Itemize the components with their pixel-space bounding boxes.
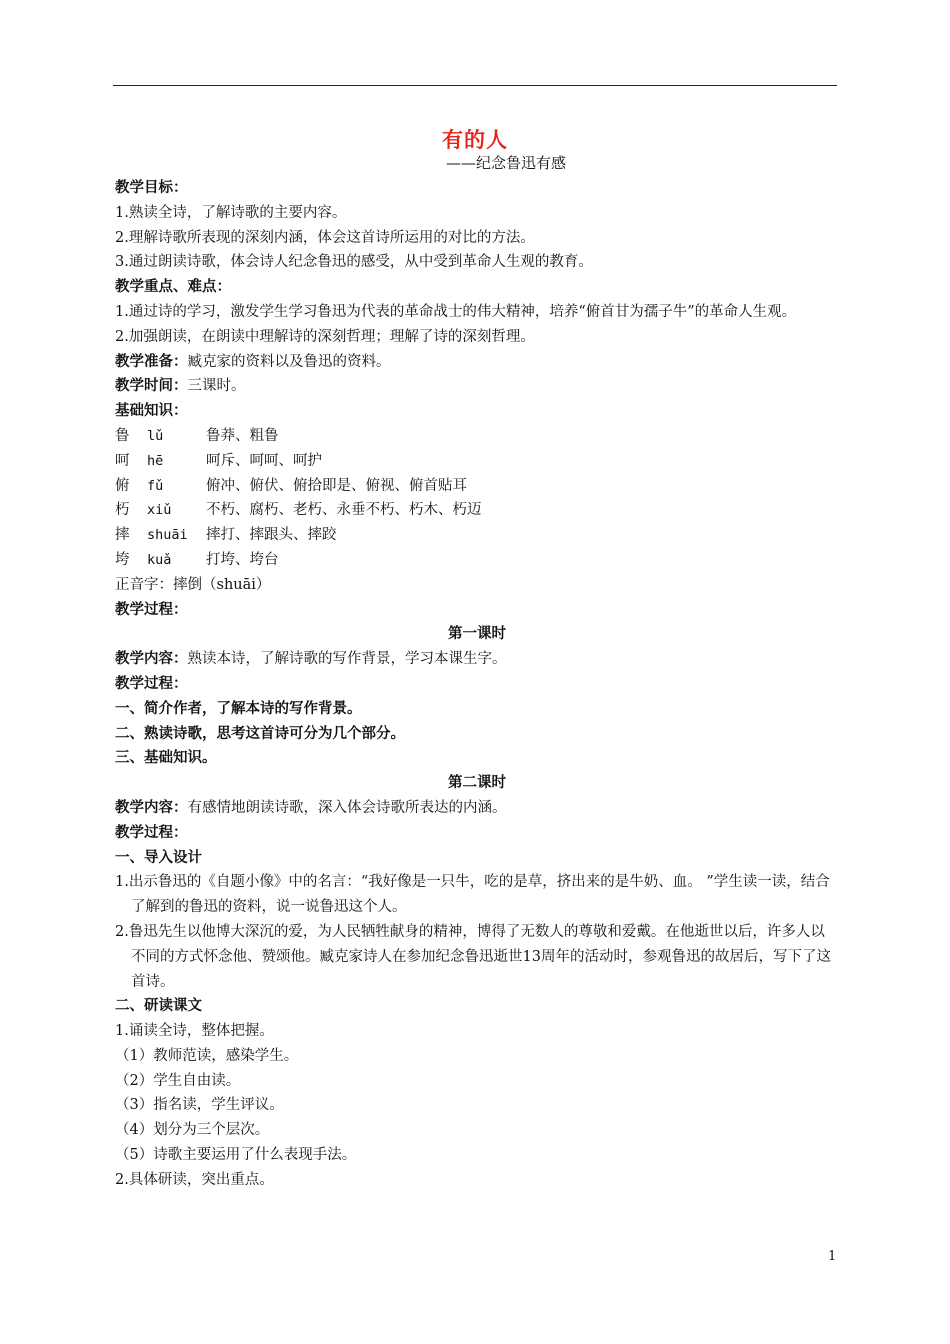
- basics-heading: 基础知识：: [115, 402, 188, 420]
- keypoint-item: 1.通过诗的学习，激发学生学习鲁迅为代表的革命战士的伟大精神，培养“俯首甘为孺子牛”的革命人生观。: [115, 303, 797, 320]
- vocab-row: [115, 548, 839, 573]
- vocab-char: 朽: [115, 502, 130, 519]
- lesson1-step: 三、基础知识。: [115, 749, 217, 767]
- vocab-pinyin: lǔ: [147, 427, 164, 444]
- vocab-words: 呵斥、呵呵、呵护: [206, 452, 322, 469]
- prep-label: 教学准备：: [115, 352, 188, 370]
- keypoints-heading: 教学重点、难点：: [115, 278, 231, 296]
- vocab-pinyin: xiǔ: [147, 502, 172, 519]
- goal-item: 1.熟读全诗，了解诗歌的主要内容。: [115, 204, 347, 221]
- lesson2-content: [115, 796, 839, 821]
- vocab-words: 不朽、腐朽、老朽、永垂不朽、朽木、朽迈: [206, 502, 482, 519]
- vocab-row: [115, 424, 839, 449]
- vocab-pinyin: hē: [147, 452, 164, 469]
- goals-heading: 教学目标：: [115, 179, 188, 196]
- section2-subitem: （4）划分为三个层次。: [115, 1122, 270, 1139]
- lesson1-step: 一、简介作者，了解本诗的写作背景。: [115, 699, 362, 717]
- section2-subitem: （3）指名读，学生评议。: [115, 1097, 284, 1114]
- lesson1-step: 二、熟读诗歌，思考这首诗可分为几个部分。: [115, 724, 405, 742]
- section2-heading: 二、研读课文: [115, 997, 202, 1015]
- lesson1-process-heading: 教学过程：: [115, 674, 188, 692]
- vocab-char: 垮: [115, 551, 130, 568]
- keypoint-item: 2.加强朗读，在朗读中理解诗的深刻哲理；理解了诗的深刻哲理。: [115, 328, 535, 345]
- section2-subitem: （5）诗歌主要运用了什么表现手法。: [115, 1147, 357, 1164]
- section1-item: 1.出示鲁迅的《自题小像》中的名言：“我好像是一只牛，吃的是草，挤出来的是牛奶、血。 ”学生读一读，结合了解到的鲁迅的资料，说一说鲁迅这个人。: [115, 874, 830, 916]
- section2-item: 2.具体研读，突出重点。: [115, 1171, 274, 1188]
- page-number: 1: [828, 1249, 837, 1264]
- prep-text: 臧克家的资料以及鲁迅的资料。: [187, 353, 391, 370]
- vocab-pinyin: fǔ: [147, 477, 164, 494]
- goal-item: 2.理解诗歌所表现的深刻内涵，体会这首诗所运用的对比的方法。: [115, 229, 535, 246]
- document-body: [115, 176, 839, 1193]
- lesson2-content-text: 有感情地朗读诗歌，深入体会诗歌所表达的内涵。: [187, 799, 507, 816]
- section2-item: 1.诵读全诗，整体把握。: [115, 1023, 274, 1040]
- vocab-words: 打垮、垮台: [206, 551, 279, 568]
- header-rule: [113, 85, 837, 86]
- vocab-words: 鲁莽、粗鲁: [206, 427, 279, 444]
- vocab-char: 摔: [115, 527, 130, 544]
- section1-item: 2.鲁迅先生以他博大深沉的爱，为人民牺牲献身的精神，博得了无数人的尊敬和爱戴。在他逝世以后，许多人以不同的方式怀念他、赞颂他。臧克家诗人在参加纪念鲁迅逝世13周年的活动时，参观鲁迅的故居后，写下了这首诗。: [115, 923, 831, 990]
- vocab-char: 呵: [115, 452, 130, 469]
- section2-subitem: （2）学生自由读。: [115, 1072, 241, 1089]
- lesson1-content-label: 教学内容：: [115, 650, 188, 668]
- lesson2-content-label: 教学内容：: [115, 798, 188, 816]
- lesson1-content: [115, 647, 839, 672]
- document-title: 有的人: [442, 127, 508, 152]
- lesson2-process-heading: 教学过程：: [115, 823, 188, 841]
- lesson1-heading: 第一课时: [448, 625, 506, 643]
- vocab-row: [115, 498, 839, 523]
- lesson1-content-text: 熟读本诗，了解诗歌的写作背景，学习本课生字。: [187, 651, 507, 668]
- time-text: 三课时。: [187, 378, 246, 395]
- prep-line: [115, 350, 839, 375]
- vocab-char: 俯: [115, 477, 130, 494]
- vocab-pinyin: shuāi: [147, 527, 188, 544]
- vocab-row: [115, 449, 839, 474]
- vocab-row: [115, 474, 839, 499]
- lesson2-heading: 第二课时: [448, 774, 506, 792]
- time-line: [115, 374, 839, 399]
- time-label: 教学时间：: [115, 377, 188, 395]
- vocab-row: [115, 523, 839, 548]
- section1-heading: 一、导入设计: [115, 848, 202, 866]
- vocab-words: 摔打、摔跟头、摔跤: [206, 527, 337, 544]
- goal-item: 3.通过朗读诗歌，体会诗人纪念鲁迅的感受，从中受到革命人生观的教育。: [115, 254, 593, 271]
- pronunciation-correction: 正音字：摔倒（shuāi）: [115, 576, 271, 593]
- vocab-pinyin: kuǎ: [147, 551, 172, 568]
- section2-subitem: （1）教师范读，感染学生。: [115, 1047, 299, 1064]
- vocab-char: 鲁: [115, 427, 130, 444]
- vocab-words: 俯冲、俯伏、俯拾即是、俯视、俯首贴耳: [206, 477, 467, 494]
- process-heading: 教学过程：: [115, 600, 188, 618]
- document-subtitle: ——纪念鲁迅有感: [446, 154, 567, 172]
